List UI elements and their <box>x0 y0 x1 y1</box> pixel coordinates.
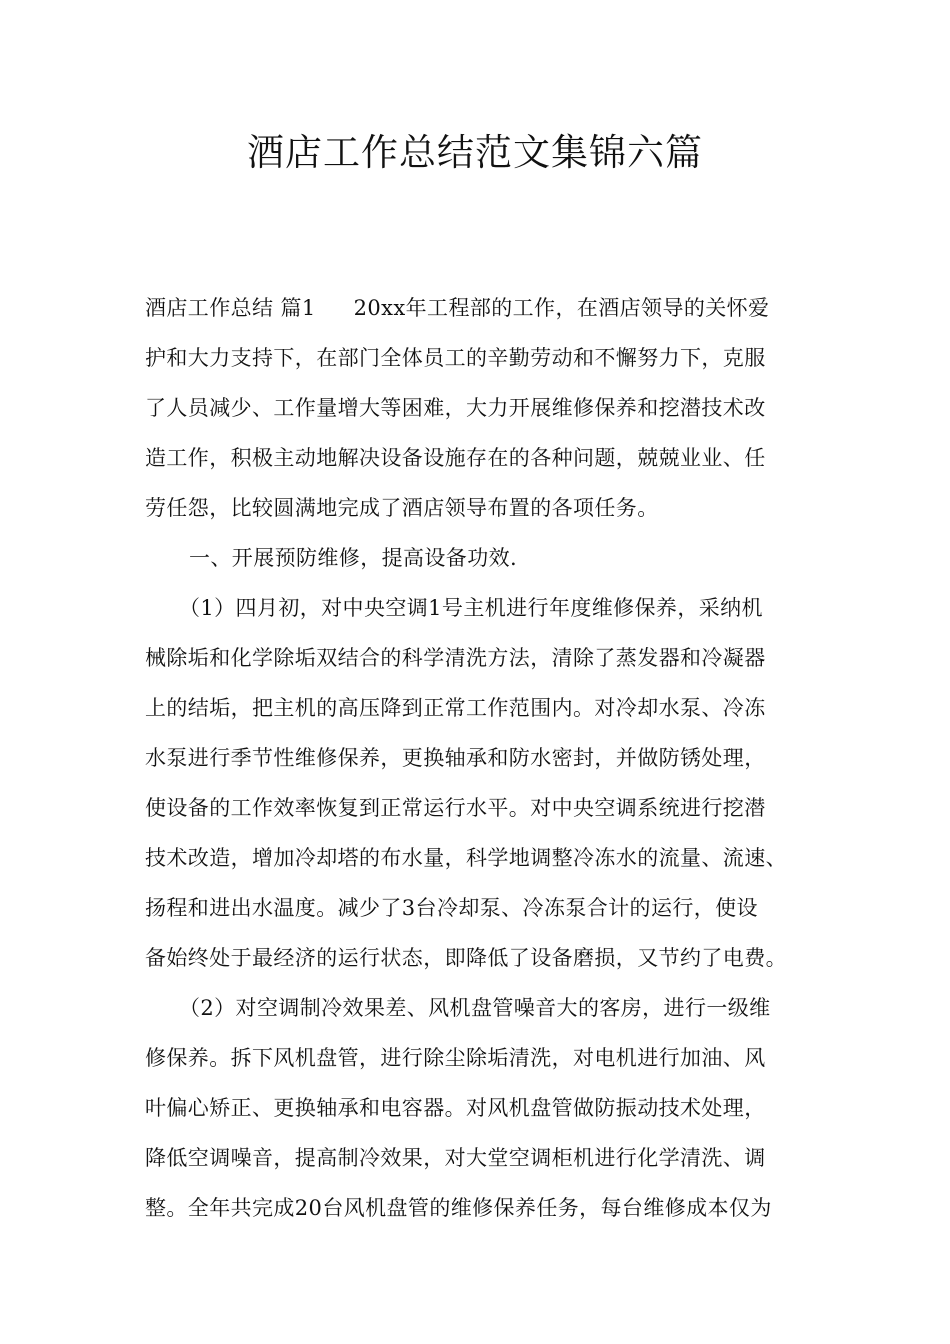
paragraph-line: 使设备的工作效率恢复到正常运行水平。对中央空调系统进行挖潜 <box>145 796 766 820</box>
paragraph-line <box>145 283 815 333</box>
paragraph-line-text: 20xx年工程部的工作，在酒店领导的关怀爱 <box>353 296 770 320</box>
document-body <box>145 283 815 1233</box>
paragraph-line: 造工作，积极主动地解决设备设施存在的各种问题，兢兢业业、任 <box>145 446 766 470</box>
paragraph-line: 整。全年共完成20台风机盘管的维修保养任务，每台维修成本仅为 <box>145 1196 772 1220</box>
paragraph-line: 叶偏心矫正、更换轴承和电容器。对风机盘管做防振动技术处理， <box>145 1096 766 1120</box>
paragraph-line: 技术改造，增加冷却塔的布水量，科学地调整冷冻水的流量、流速、 <box>145 846 787 870</box>
paragraph-line: 上的结垢，把主机的高压降到正常工作范围内。对冷却水泵、冷冻 <box>145 696 766 720</box>
paragraph-line: 劳任怨，比较圆满地完成了酒店领导布置的各项任务。 <box>145 496 659 520</box>
paragraph-line: 械除垢和化学除垢双结合的科学清洗方法，清除了蒸发器和冷凝器 <box>145 646 766 670</box>
document-title: 酒店工作总结范文集锦六篇 <box>247 131 703 174</box>
paragraph-line: 护和大力支持下，在部门全体员工的辛勤劳动和不懈努力下，克服 <box>145 346 766 370</box>
paragraph-line: 了人员减少、工作量增大等困难，大力开展维修保养和挖潜技术改 <box>145 396 766 420</box>
paragraph-line: 降低空调噪音，提高制冷效果，对大堂空调柜机进行化学清洗、调 <box>145 1146 766 1170</box>
paragraph-line: 备始终处于最经济的运行状态，即降低了设备磨损，又节约了电费。 <box>145 946 787 970</box>
paragraph-line: 水泵进行季节性维修保养，更换轴承和防水密封，并做防锈处理， <box>145 746 766 770</box>
section-label: 酒店工作总结 篇1 <box>145 296 316 320</box>
paragraph-line: 修保养。拆下风机盘管，进行除尘除垢清洗，对电机进行加油、风 <box>145 1046 766 1070</box>
section-heading: 一、开展预防维修，提高设备功效. <box>189 546 518 570</box>
paragraph-line: （1）四月初，对中央空调1号主机进行年度维修保养，采纳机 <box>179 596 763 620</box>
paragraph-line: （2）对空调制冷效果差、风机盘管噪音大的客房，进行一级维 <box>179 996 771 1020</box>
paragraph-line: 扬程和进出水温度。减少了3台冷却泵、冷冻泵合计的运行，使设 <box>145 896 758 920</box>
